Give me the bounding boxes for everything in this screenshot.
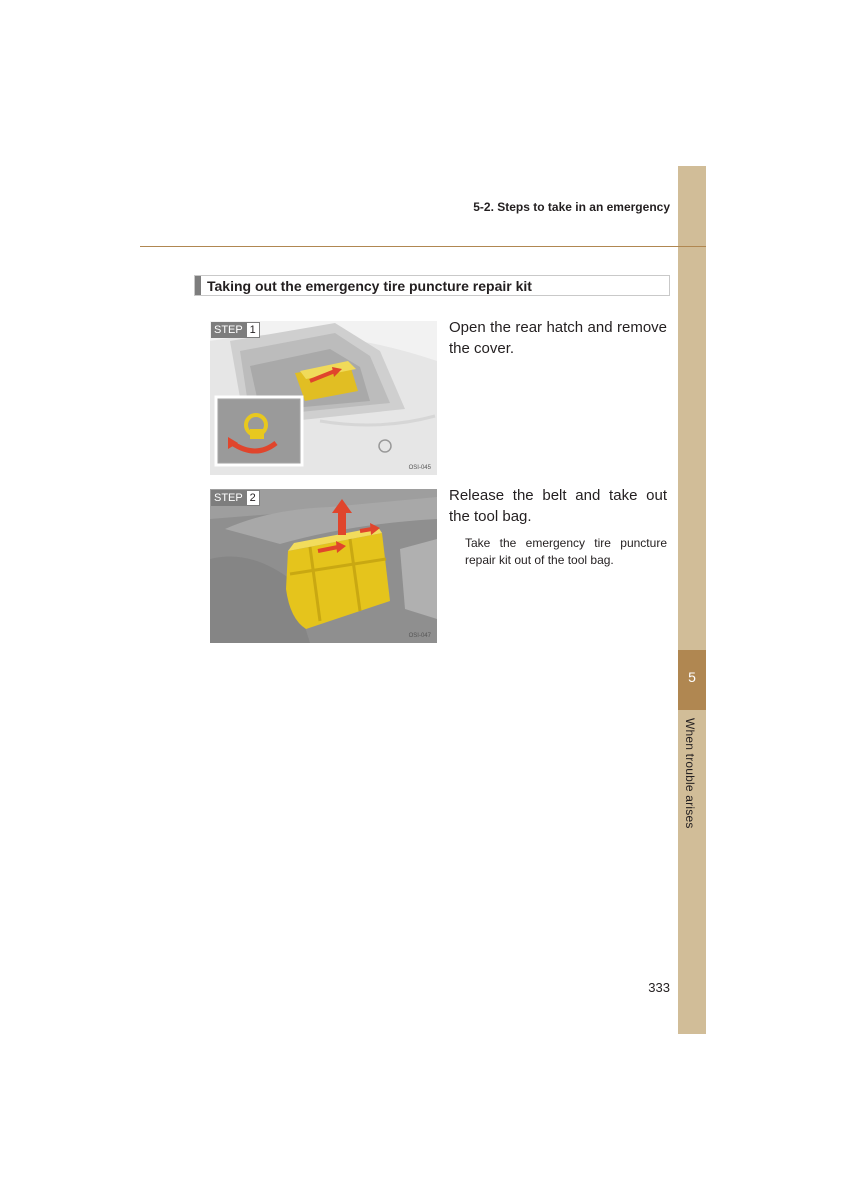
chapter-number: 5: [688, 669, 696, 685]
step2-image-code: OSI-047: [408, 633, 431, 639]
step1-label: [211, 322, 260, 338]
chapter-number-box: [678, 650, 706, 710]
topic-heading-marker: [195, 276, 201, 295]
step2-word: STEP: [211, 490, 246, 506]
section-header: 5-2. Steps to take in an emergency: [473, 200, 670, 214]
step2-note: Take the emergency tire puncture repair kit out of the tool bag.: [465, 536, 667, 567]
step2-number: 2: [246, 490, 260, 506]
step1-text: Open the rear hatch and remove the cover.: [449, 319, 667, 357]
topic-title: Taking out the emergency tire puncture repair kit: [207, 278, 532, 294]
header-divider: [140, 246, 706, 247]
rear-hatch-image: [210, 321, 437, 475]
topic-heading: [194, 275, 670, 296]
chapter-side-tab: [678, 166, 706, 1034]
step2-label: [211, 490, 260, 506]
step1-word: STEP: [211, 322, 246, 338]
step1-number: 1: [246, 322, 260, 338]
step1-illustration: [210, 321, 437, 475]
step1-image-code: OSI-045: [408, 465, 431, 471]
tool-bag-image: [210, 489, 437, 643]
step2-illustration: [210, 489, 437, 643]
step2-text: Release the belt and take out the tool bag.: [449, 487, 667, 525]
chapter-title: When trouble arises: [683, 718, 697, 829]
page-number: 333: [648, 980, 670, 995]
